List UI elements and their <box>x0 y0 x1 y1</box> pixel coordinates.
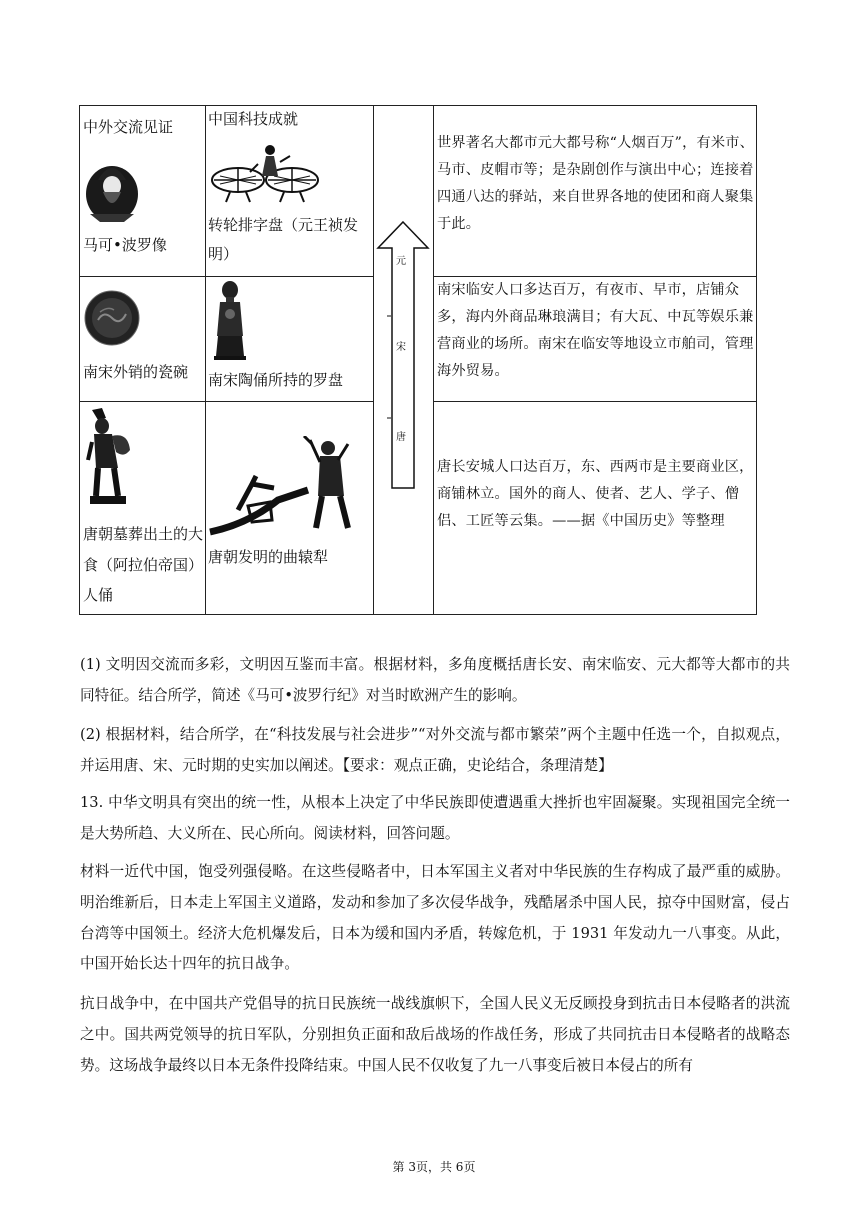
material-1: 材料一近代中国，饱受列强侵略。在这些侵略者中，日本军国主义者对中华民族的生存构成了最严重的威胁。明治维新后，日本走上军国主义道路，发动和参加了多次侵华战争，残酷屠杀中国人民，掠夺中国财富，侵占台湾等中国领土。经济大危机爆发后，日本为缓和国内矛盾，转嫁危机，于 1931 年发动九一八事变。从此，中国开始长达十四年的抗日战争。 <box>80 863 790 973</box>
arrow-label-song: 宋 <box>396 342 406 353</box>
material-1-continued: 抗日战争中，在中国共产党倡导的抗日民族统一战线旗帜下，全国人民义无反顾投身到抗击日本侵略者的洪流之中。国共两党领导的抗日军队，分别担负正面和敌后战场的作战任务，形成了共同抗击日本侵略者的战略态势。这场战争最终以日本无条件投降结束。中国人民不仅收复了九一八事变后被日本侵占的所有 <box>80 995 790 1074</box>
caption-marco-polo: 马可•波罗像 <box>83 236 167 254</box>
heading-tech-achievement: 中国科技成就 <box>208 110 299 128</box>
arab-figurine-image <box>84 406 140 514</box>
page-footer: 第 3页，共 6页 <box>392 1160 476 1174</box>
question-13: 13. 中华文明具有突出的统一性，从根本上决定了中华民族即使遭遇重大挫折也牢固凝聚。实现祖国完全统一是大势所趋、大义所在、民心所向。阅读材料，回答问题。 <box>80 794 790 842</box>
caption-arab-figurine-line3: 人俑 <box>83 586 114 604</box>
description-tang-changan: 唐长安城人口达百万，东、西两市是主要商业区，商铺林立。国外的商人、使者、艺人、学子、僧侣、工匠等云集。——据《中国历史》等整理 <box>437 459 754 529</box>
history-table <box>79 105 757 615</box>
description-song-linan: 南宋临安人口多达百万，有夜市、早市，店铺众多，海内外商品琳琅满目；有大瓦、中瓦等娱乐兼营商业的场所。南宋在临安等地设立市舶司，管理海外贸易。 <box>437 282 754 379</box>
caption-compass-figurine: 南宋陶俑所持的罗盘 <box>208 371 344 389</box>
description-yuan-dadu: 世界著名大都市元大都号称“人烟百万”，有米市、马市、皮帽市等；是杂剧创作与演出中心；连接着四通八达的驿站，来自世界各地的使团和商人聚集于此。 <box>437 135 755 232</box>
caption-porcelain-bowl: 南宋外销的瓷碗 <box>83 363 189 381</box>
heading-cultural-exchange: 中外交流见证 <box>83 118 174 136</box>
caption-arab-figurine-line2: 食（阿拉伯帝国） <box>83 556 204 574</box>
caption-curved-plow: 唐朝发明的曲辕犁 <box>208 548 329 566</box>
porcelain-bowl-image <box>84 290 140 350</box>
pottery-figurine-compass-image <box>210 280 250 364</box>
arrow-label-yuan: 元 <box>396 256 406 267</box>
caption-type-wheel-line1: 转轮排字盘（元王祯发 <box>208 216 359 234</box>
question-2: (2) 根据材料，结合所学，在“科技发展与社会进步”“对外交流与都市繁荣”两个主题中任选一个，自拟观点，并运用唐、宋、元时期的史实加以阐述。【要求：观点正确，史论结合，条理清楚】 <box>80 726 790 774</box>
question-1: (1) 文明因交流而多彩，文明因互鉴而丰富。根据材料，多角度概括唐长安、南宋临安、元大都等大都市的共同特征。结合所学，简述《马可•波罗行纪》对当时欧洲产生的影响。 <box>80 656 790 704</box>
marco-polo-portrait <box>84 150 140 228</box>
rotating-type-wheel-image <box>210 136 320 208</box>
curved-shaft-plow-image <box>208 436 358 540</box>
caption-type-wheel-line2: 明） <box>208 245 239 263</box>
arrow-label-tang: 唐 <box>396 432 406 443</box>
caption-arab-figurine-line1: 唐朝墓葬出土的大 <box>83 525 204 543</box>
